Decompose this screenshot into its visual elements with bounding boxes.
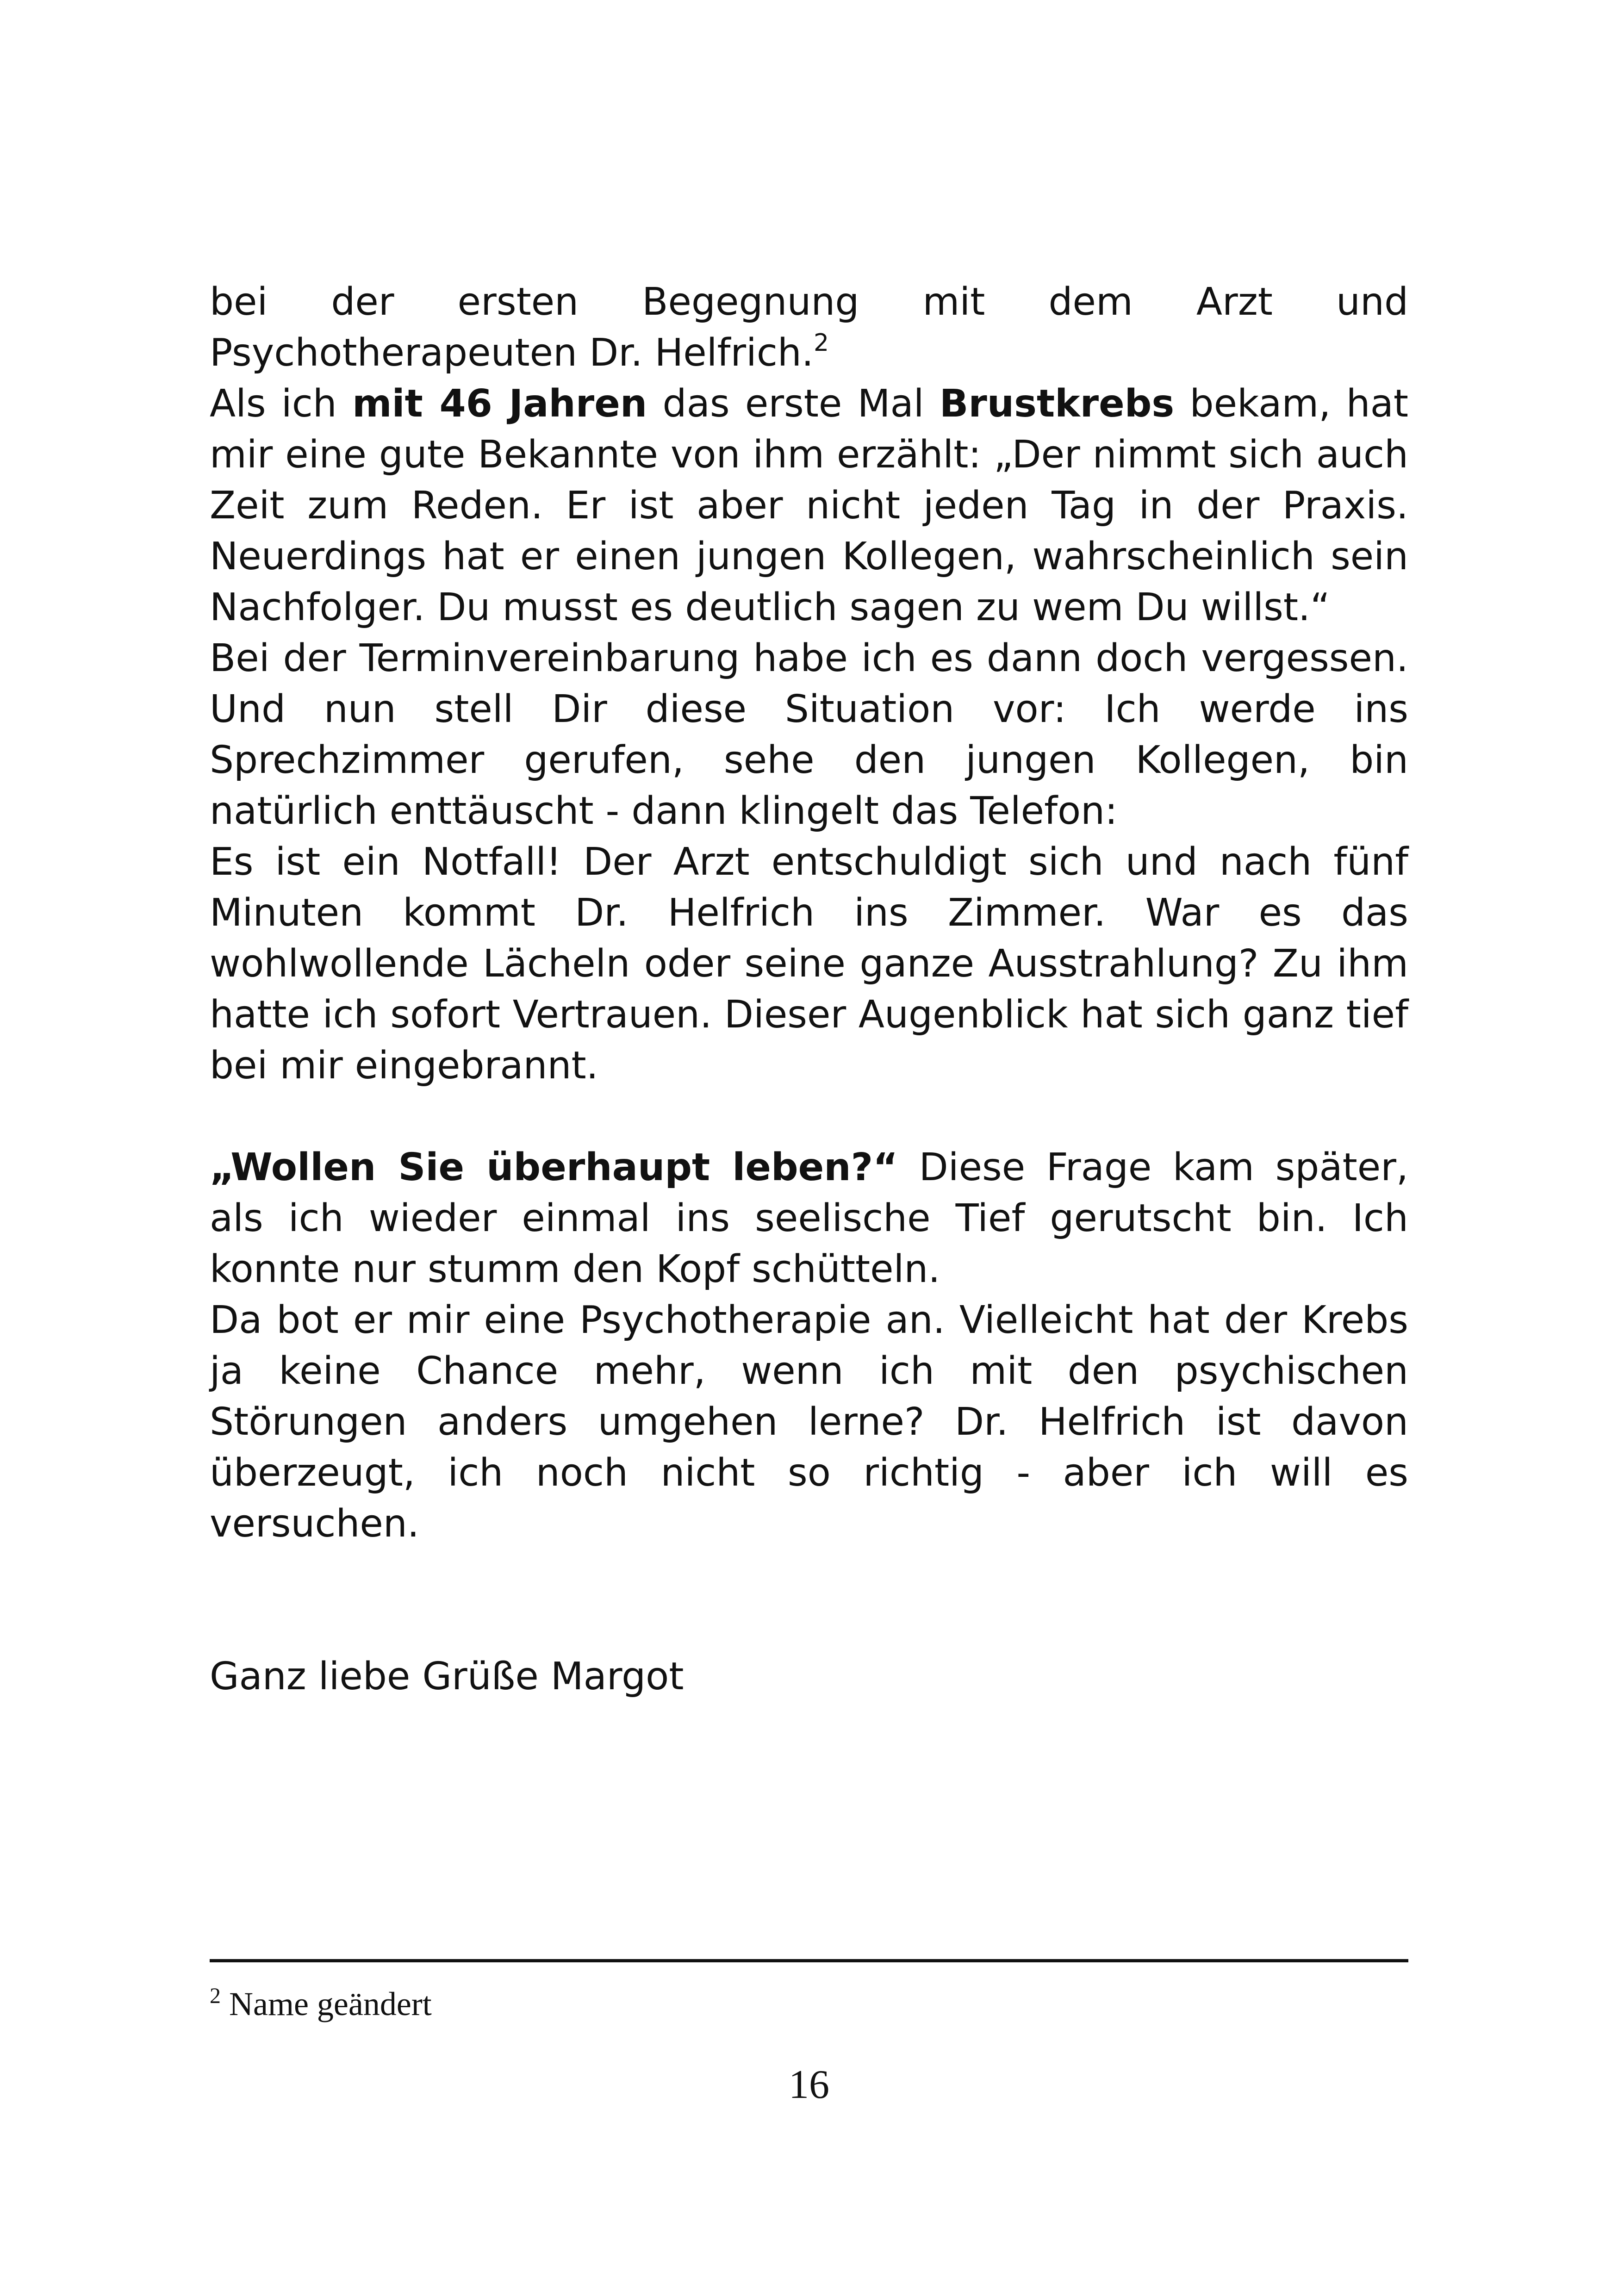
closing-line: Ganz liebe Grüße Margot [210, 1655, 684, 1699]
paragraph-6: Da bot er mir eine Psychotherapie an. Vielleicht hat der Krebs ja keine Chance mehr, wenn ich mit den psychischen Störungen anders umgehen lerne? Dr. Helfrich ist davon überzeugt, ich noch nicht so richtig - aber ich will es versuchen. [210, 1298, 1408, 1546]
paragraph-2 [210, 379, 1408, 633]
paragraph-2-text-c: bekam, hat mir eine gute Bekannte von ihm erzählt: „Der nimmt sich auch Zeit zum Reden. Er ist aber nicht jeden Tag in der Praxis. Neuerdings hat er einen jungen Kollegen, wahrscheinlich sein Nachfolger. Du musst es deutlich sagen zu wem Du willst.“ [210, 382, 1408, 629]
footnote-mark: 2 [210, 1984, 221, 2008]
body-text [210, 277, 1408, 1702]
footnote-reference: 2 [813, 329, 829, 357]
paragraph-2-bold-age: mit 46 Jahren [352, 382, 647, 426]
paragraph-2-bold-diagnosis: Brustkrebs [939, 382, 1175, 426]
paragraph-1 [210, 277, 1408, 379]
footnote-separator [210, 1959, 1408, 1962]
paragraph-3: Bei der Terminvereinbarung habe ich es dann doch vergessen. Und nun stell Dir diese Situation vor: Ich werde ins Sprechzimmer gerufen, sehe den jungen Kollegen, bin natürlich enttäuscht - dann klingelt das Telefon: [210, 636, 1408, 833]
paragraph-2-text-b: das erste Mal [647, 382, 940, 426]
paragraph-5-text: Diese Frage kam später, als ich wieder einmal ins seelische Tief gerutscht bin. Ich konnte nur stumm den Kopf schütteln. [210, 1145, 1408, 1291]
paragraph-spacer [210, 1091, 1408, 1142]
paragraph-2-text-a: Als ich [210, 382, 353, 426]
closing-spacer [210, 1549, 1408, 1651]
footnote [210, 1981, 1408, 2027]
page-number: 16 [789, 2062, 829, 2107]
paragraph-5 [210, 1142, 1408, 1295]
paragraph-4: Es ist ein Notfall! Der Arzt entschuldigt sich und nach fünf Minuten kommt Dr. Helfrich ins Zimmer. War es das wohlwollende Lächeln oder seine ganze Ausstrahlung? Zu ihm hatte ich sofort Vertrauen. Dieser Augenblick hat sich ganz tief bei mir eingebrannt. [210, 840, 1408, 1088]
paragraph-1-text: bei der ersten Begegnung mit dem Arzt und Psychotherapeuten Dr. Helfrich. [210, 280, 1408, 375]
paragraph-5-bold-quote: „Wollen Sie überhaupt leben?“ [210, 1145, 898, 1189]
footnote-text: Name geändert [221, 1985, 432, 2022]
